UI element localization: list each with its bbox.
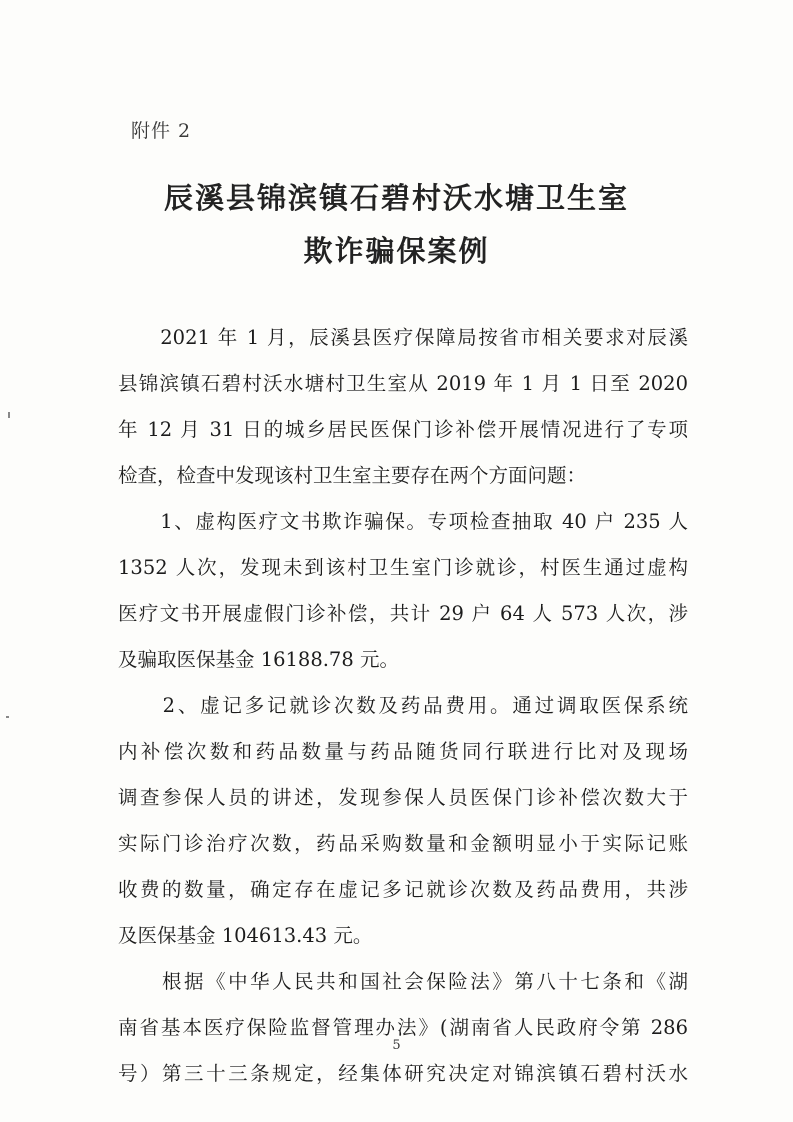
body-line: 收费的数量，确定存在虚记多记就诊次数及药品费用，共涉	[118, 878, 688, 901]
body-line: 2021 年 1 月，辰溪县医疗保障局按省市相关要求对辰溪	[118, 326, 688, 349]
body-line: 及医保基金 104613.43 元。	[118, 924, 373, 947]
body-line: 及骗取医保基金 16188.78 元。	[118, 648, 399, 671]
body-line: 南省基本医疗保险监督管理办法》(湖南省人民政府令第 286	[118, 1016, 688, 1039]
scan-artifact	[8, 412, 10, 418]
body-line: 实际门诊治疗次数，药品采购数量和金额明显小于实际记账	[118, 832, 688, 855]
body-line: 医疗文书开展虚假门诊补偿，共计 29 户 64 人 573 人次，涉	[118, 602, 688, 625]
body-line: 根据《中华人民共和国社会保险法》第八十七条和《湖	[118, 970, 688, 993]
document-title-line-2: 欺诈骗保案例	[303, 234, 490, 268]
body-line: 2、虚记多记就诊次数及药品费用。通过调取医保系统	[118, 694, 688, 717]
body-line: 内补偿次数和药品数量与药品随货同行联进行比对及现场	[118, 740, 688, 763]
page-number: 5	[392, 1038, 401, 1053]
scan-artifact	[6, 716, 9, 718]
body-line: 县锦滨镇石碧村沃水塘村卫生室从 2019 年 1 月 1 日至 2020	[118, 372, 688, 395]
body-line: 调查参保人员的讲述，发现参保人员医保门诊补偿次数大于	[118, 786, 688, 809]
body-line: 号）第三十三条规定，经集体研究决定对锦滨镇石碧村沃水	[118, 1062, 688, 1085]
document-title-line-1: 辰溪县锦滨镇石碧村沃水塘卫生室	[163, 181, 629, 215]
body-line: 1352 人次，发现未到该村卫生室门诊就诊，村医生通过虚构	[118, 556, 688, 579]
body-line: 年 12 月 31 日的城乡居民医保门诊补偿开展情况进行了专项	[118, 418, 688, 441]
body-line: 1、虚构医疗文书欺诈骗保。专项检查抽取 40 户 235 人	[118, 510, 688, 533]
attachment-label: 附件 2	[131, 120, 192, 142]
body-line: 检查，检查中发现该村卫生室主要存在两个方面问题：	[118, 464, 587, 487]
